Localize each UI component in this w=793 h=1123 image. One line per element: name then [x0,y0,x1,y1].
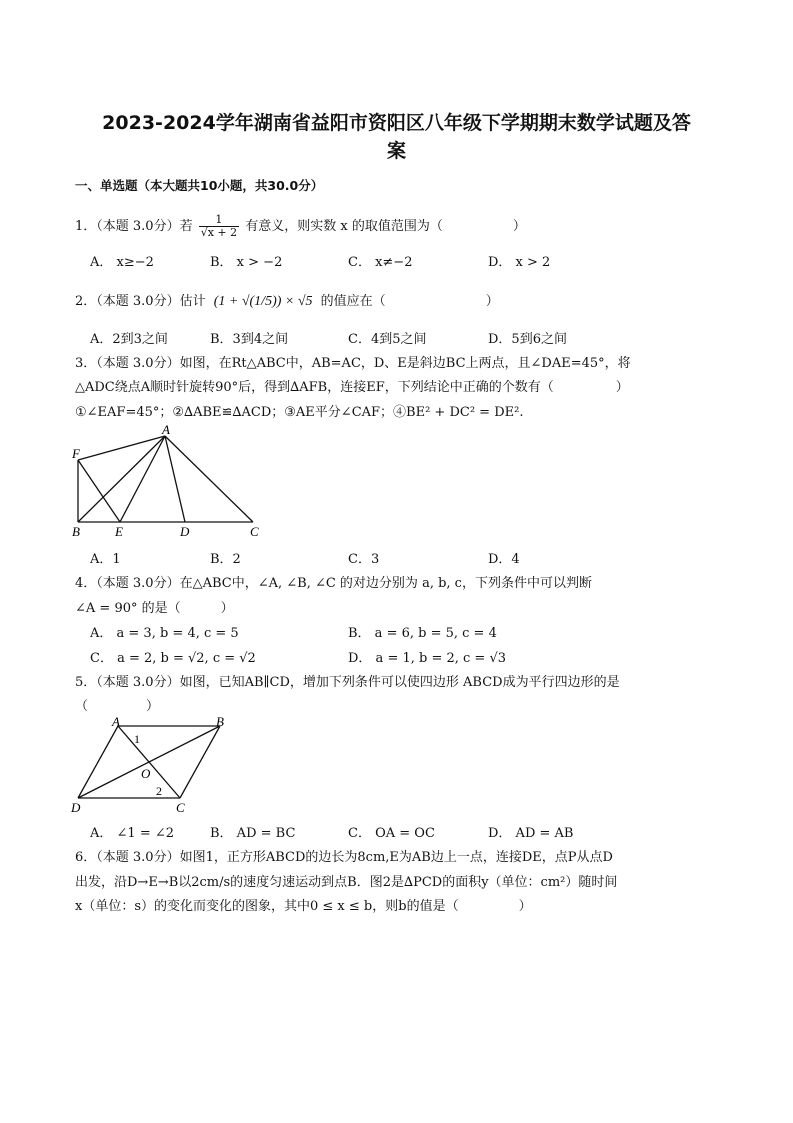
question-1-close: ） [512,219,526,234]
question-4-line-2 [75,597,234,616]
label-a: A [112,714,120,729]
question-2-expression: (1 + √(1/5)) × √5 [213,294,313,309]
label-angle-1: 1 [134,732,140,746]
question-5-line-2-text: （ [75,699,89,714]
question-1 [75,214,526,239]
q5-option-a: A． ∠1 = ∠2 [90,826,175,841]
question-6-line-1: 6．（本题 3.0分）如图1，正方形ABCD的边长为8cm,E为AB边上一点，连接DE，点P从点D [75,850,613,865]
question-5-line-1: 5．（本题 3.0分）如图，已知AB∥CD，增加下列条件可以使四边形 ABCD成为平行四边形的是 [75,675,620,690]
question-1-suffix: 有意义，则实数 x 的取值范围为（ [245,219,443,234]
q3-option-c: C．3 [348,552,380,567]
question-3-close: ） [615,380,629,395]
q1-option-c: C． x≠−2 [348,255,413,270]
section-heading: 一、单选题（本大题共10小题，共30.0分） [75,178,324,193]
label-c: C [250,524,259,539]
q5-option-d: D． AD = AB [488,826,574,841]
question-3-line-2 [75,376,629,395]
question-3-figure [70,422,270,542]
question-6-close: ） [518,899,532,914]
q2-option-b: B．3到4之间 [210,332,289,347]
q2-option-c: C．4到5之间 [348,332,427,347]
question-1-prefix: 1．（本题 3.0分）若 [75,219,193,234]
q1-option-b: B． x > −2 [210,255,283,270]
q4-option-c: C． a = 2, b = √2, c = √2 [90,651,256,666]
segment-ac [165,436,253,522]
question-1-fraction [199,214,239,239]
q3-option-a: A．1 [90,552,121,567]
label-b: B [216,714,224,729]
label-a: A [162,422,170,437]
question-2 [75,290,499,310]
q1-option-a: A． x≥−2 [90,255,154,270]
page-title: 2023-2024学年湖南省益阳市资阳区八年级下学期期末数学试题及答 [102,112,691,134]
q4-option-a: A． a = 3, b = 4, c = 5 [90,626,239,641]
page-title-continued: 案 [386,140,406,162]
label-c: C [176,800,185,815]
question-3-line-3: ①∠EAF=45°；②∆ABE≌∆ACD；③AE平分∠CAF；④BE² + DC² = DE². [75,405,524,420]
label-f: F [72,446,80,461]
question-5-figure [70,714,250,818]
label-o: O [141,766,151,781]
question-3-line-1: 3．（本题 3.0分）如图，在Rt△ABC中，AB=AC，D、E是斜边BC上两点，且∠DAE=45°，将 [75,356,631,371]
q2-option-a: A．2到3之间 [90,332,168,347]
question-2-suffix: 的值应在（ [320,294,386,309]
question-6-line-3-text: x（单位：s）的变化而变化的图象，其中0 ≤ x ≤ b，则b的值是（ [75,899,459,914]
label-angle-2: 2 [156,784,162,798]
q1-option-d: D． x > 2 [488,255,551,270]
q5-option-c: C． OA = OC [348,826,435,841]
q2-option-d: D．5到6之间 [488,332,567,347]
question-4-line-1: 4．（本题 3.0分）在△ABC中，∠A, ∠B, ∠C 的对边分别为 a, b, c，下列条件中可以判断 [75,576,592,591]
question-2-prefix: 2．（本题 3.0分）估计 [75,294,206,309]
fraction-numerator: 1 [199,214,239,227]
question-4-line-2-text: ∠A = 90° 的是（ [75,601,181,616]
fraction-denominator: √x + 2 [200,226,238,239]
label-d: D [180,524,190,539]
q3-option-b: B．2 [210,552,241,567]
segment-ad [165,436,185,522]
question-6-line-3 [75,895,532,914]
q5-option-b: B． AD = BC [210,826,296,841]
segment-ae [120,436,165,522]
q3-option-d: D．4 [488,552,520,567]
q4-option-d: D． a = 1, b = 2, c = √3 [348,651,507,666]
label-e: E [115,524,123,539]
label-b: B [72,524,80,539]
label-d: D [71,800,81,815]
diagonal-bd [78,726,220,798]
question-3-line-2-text: △ADC绕点A顺时针旋转90°后，得到∆AFB，连接EF，下列结论中正确的个数有（ [75,380,554,395]
segment-ef [78,460,120,522]
question-5-line-2 [75,695,159,714]
q4-option-b: B． a = 6, b = 5, c = 4 [348,626,497,641]
question-5-close: ） [146,699,160,714]
question-2-close: ） [485,294,499,309]
question-6-line-2: 出发，沿D→E→B以2cm/s的速度匀速运动到点B．图2是∆PCD的面积y（单位：cm²）随时间 [75,875,618,890]
question-4-close: ） [220,601,234,616]
